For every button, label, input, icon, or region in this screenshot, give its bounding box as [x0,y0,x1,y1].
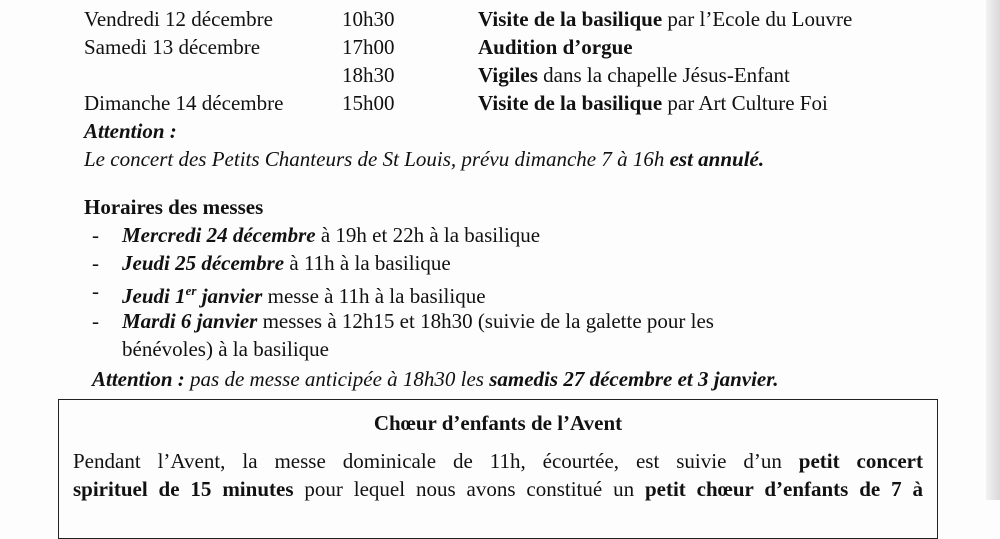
mass-detail: messes à 12h15 et 18h30 (suivie de la galette pour les [257,309,714,333]
schedule-time-3: 18h30 [342,63,395,87]
event-title: Audition d’orgue [478,35,633,59]
page-edge [986,0,1000,500]
mass-date-month: janvier [196,284,263,308]
schedule-event-2 [478,34,633,60]
mass-detail: à 19h et 22h à la basilique [315,223,541,247]
event-title: Visite de la basilique [478,91,663,115]
attention-label-1: Attention : [84,119,177,143]
event-title: Vigiles [478,63,538,87]
choir-box-line-2 [73,476,923,502]
event-title: Visite de la basilique [478,7,663,31]
event-detail: dans la chapelle Jésus-Enfant [537,63,790,87]
event-detail: par Art Culture Foi [662,91,828,115]
mass-item-4-continued: bénévoles) à la basilique [122,337,330,361]
list-dash: - [92,251,99,275]
choir-box-line-1 [73,448,923,474]
list-dash: - [92,279,99,303]
mass-item-4 [122,308,714,334]
list-dash: - [92,309,99,333]
mass-item-2 [122,250,451,276]
attention-text: pas de messe anticipée à 18h30 les [184,367,490,391]
schedule-time-4: 15h00 [342,91,395,115]
mass-date [122,284,262,308]
schedule-date-4: Dimanche 14 décembre [84,91,284,115]
box-emphasis: petit chœur d’enfants de 7 à [644,477,923,501]
masses-heading: Horaires des messes [84,195,264,219]
schedule-time-1: 10h30 [342,7,395,31]
attention-emphasis: est annulé. [669,147,765,171]
choir-box-title: Chœur d’enfants de l’Avent [373,411,623,435]
attention-text: Le concert des Petits Chanteurs de St Louis, prévu dimanche 7 à 16h [84,147,670,171]
mass-item-1 [122,222,540,248]
schedule-event-1 [478,6,852,32]
box-text: pour lequel nous avons constitué un [293,477,645,501]
choir-box [58,399,938,539]
box-text: Pendant l’Avent, la messe dominicale de 11h, écourtée, est suivie d’un [73,449,799,473]
schedule-event-3 [478,62,790,88]
box-emphasis: petit concert [798,449,923,473]
list-dash: - [92,223,99,247]
mass-detail: messe à 11h à la basilique [262,284,486,308]
mass-item-3 [122,278,486,309]
mass-detail: à 11h à la basilique [284,251,451,275]
attention-2 [92,366,779,392]
mass-date: Jeudi 25 décembre [122,251,285,275]
schedule-date-2: Samedi 13 décembre [84,35,261,59]
attention-text-1 [84,146,764,172]
mass-date-day: Jeudi 1 [122,284,186,308]
box-emphasis: spirituel de 15 minutes [73,477,294,501]
mass-date: Mercredi 24 décembre [122,223,316,247]
schedule-date-1: Vendredi 12 décembre [84,7,273,31]
mass-date: Mardi 6 janvier [122,309,258,333]
ordinal-suffix: er [185,283,197,298]
schedule-event-4 [478,90,828,116]
schedule-time-2: 17h00 [342,35,395,59]
attention-emphasis: samedis 27 décembre et 3 janvier. [489,367,779,391]
attention-label-2: Attention : [92,367,185,391]
event-detail: par l’Ecole du Louvre [662,7,853,31]
